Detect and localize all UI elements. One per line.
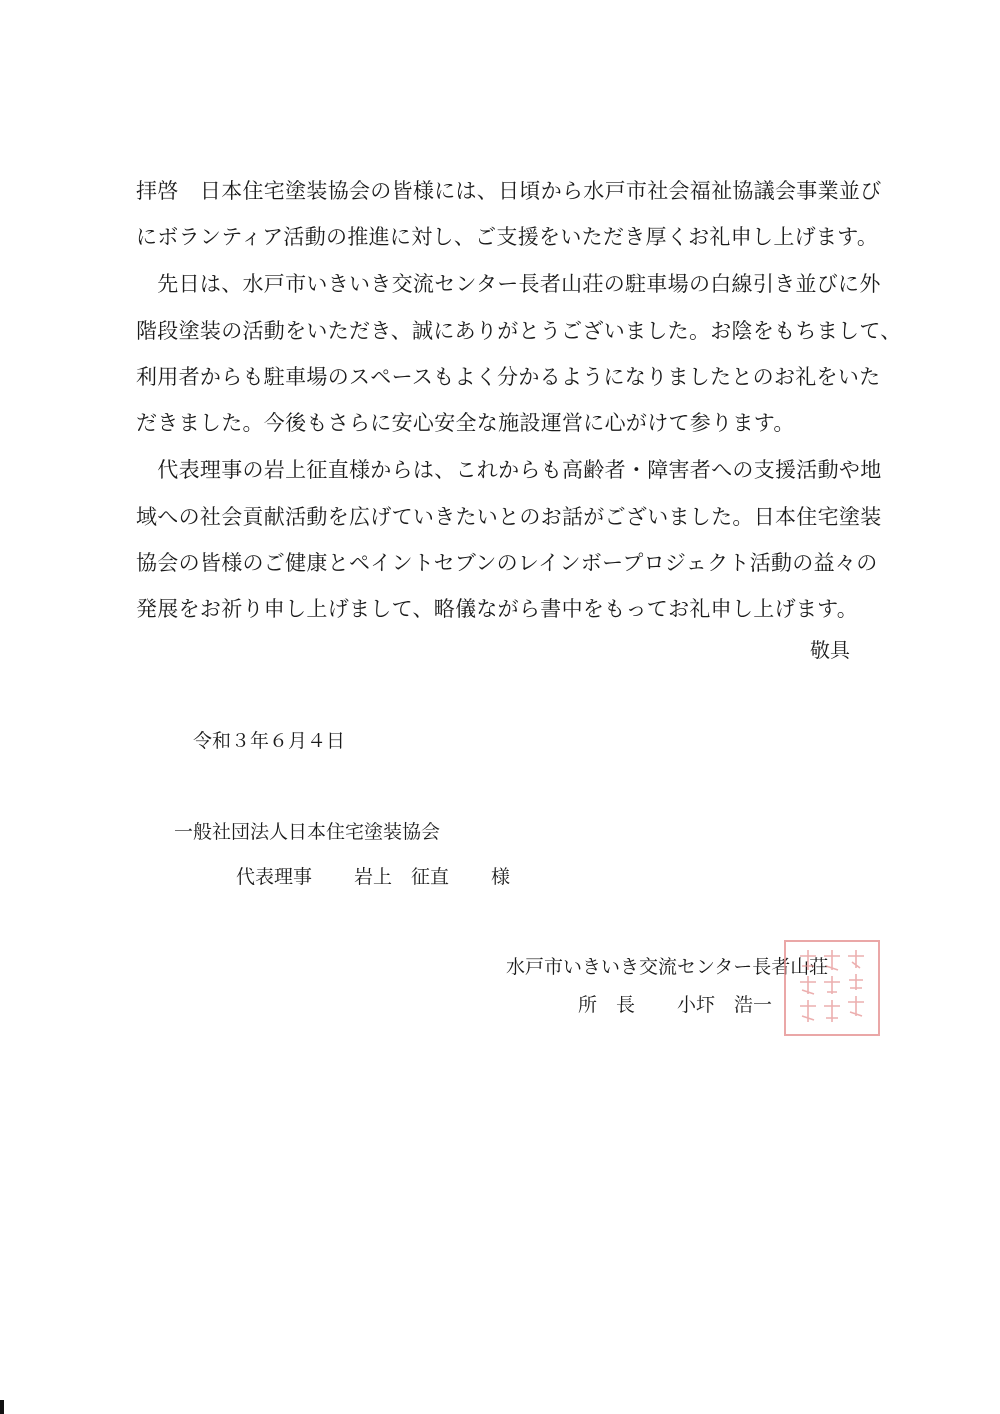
recipient-name: 岩上 征直 bbox=[354, 866, 450, 888]
closing-phrase: 敬具 bbox=[810, 638, 850, 662]
scan-edge-mark bbox=[0, 1400, 4, 1414]
sender-title: 所 長 bbox=[578, 994, 636, 1016]
body-line: 拝啓 日本住宅塗装協会の皆様には、日頃から水戸市社会福祉協議会事業並び bbox=[136, 179, 882, 203]
recipient-organization: 一般社団法人日本住宅塗装協会 bbox=[174, 821, 441, 843]
sender-name: 小圷 浩一 bbox=[677, 994, 773, 1016]
sender-organization: 水戸市いきいき交流センター長者山荘 bbox=[506, 956, 829, 978]
body-line: だきました。今後もさらに安心安全な施設運営に心がけて参ります。 bbox=[136, 411, 795, 435]
recipient-person bbox=[236, 862, 510, 889]
body-line: 代表理事の岩上征直様からは、これからも高齢者・障害者への支援活動や地 bbox=[136, 458, 882, 482]
body-line: 協会の皆様のご健康とペイントセブンのレインボープロジェクト活動の益々の bbox=[136, 551, 878, 575]
recipient-honorific: 様 bbox=[491, 866, 511, 888]
body-line: 域への社会貢献活動を広げていきたいとのお話がございました。日本住宅塗装 bbox=[136, 505, 882, 529]
sender-person bbox=[578, 990, 772, 1017]
seal-graphic bbox=[786, 942, 878, 1034]
body-line: 先日は、水戸市いきいき交流センター長者山荘の駐車場の白線引き並びに外 bbox=[136, 272, 881, 296]
body-line: 利用者からも駐車場のスペースもよく分かるようになりましたとのお礼をいた bbox=[136, 365, 881, 389]
body-line: 階段塗装の活動をいただき、誠にありがとうございました。お陰をもちまして、 bbox=[136, 319, 902, 343]
recipient-title: 代表理事 bbox=[236, 866, 313, 888]
body-line: 発展をお祈り申し上げまして、略儀ながら書中をもってお礼申し上げます。 bbox=[136, 597, 859, 621]
letter-date: 令和３年６月４日 bbox=[193, 730, 346, 752]
body-line: にボランティア活動の推進に対し、ご支援をいただき厚くお礼申し上げます。 bbox=[136, 225, 879, 249]
official-seal bbox=[784, 940, 880, 1036]
